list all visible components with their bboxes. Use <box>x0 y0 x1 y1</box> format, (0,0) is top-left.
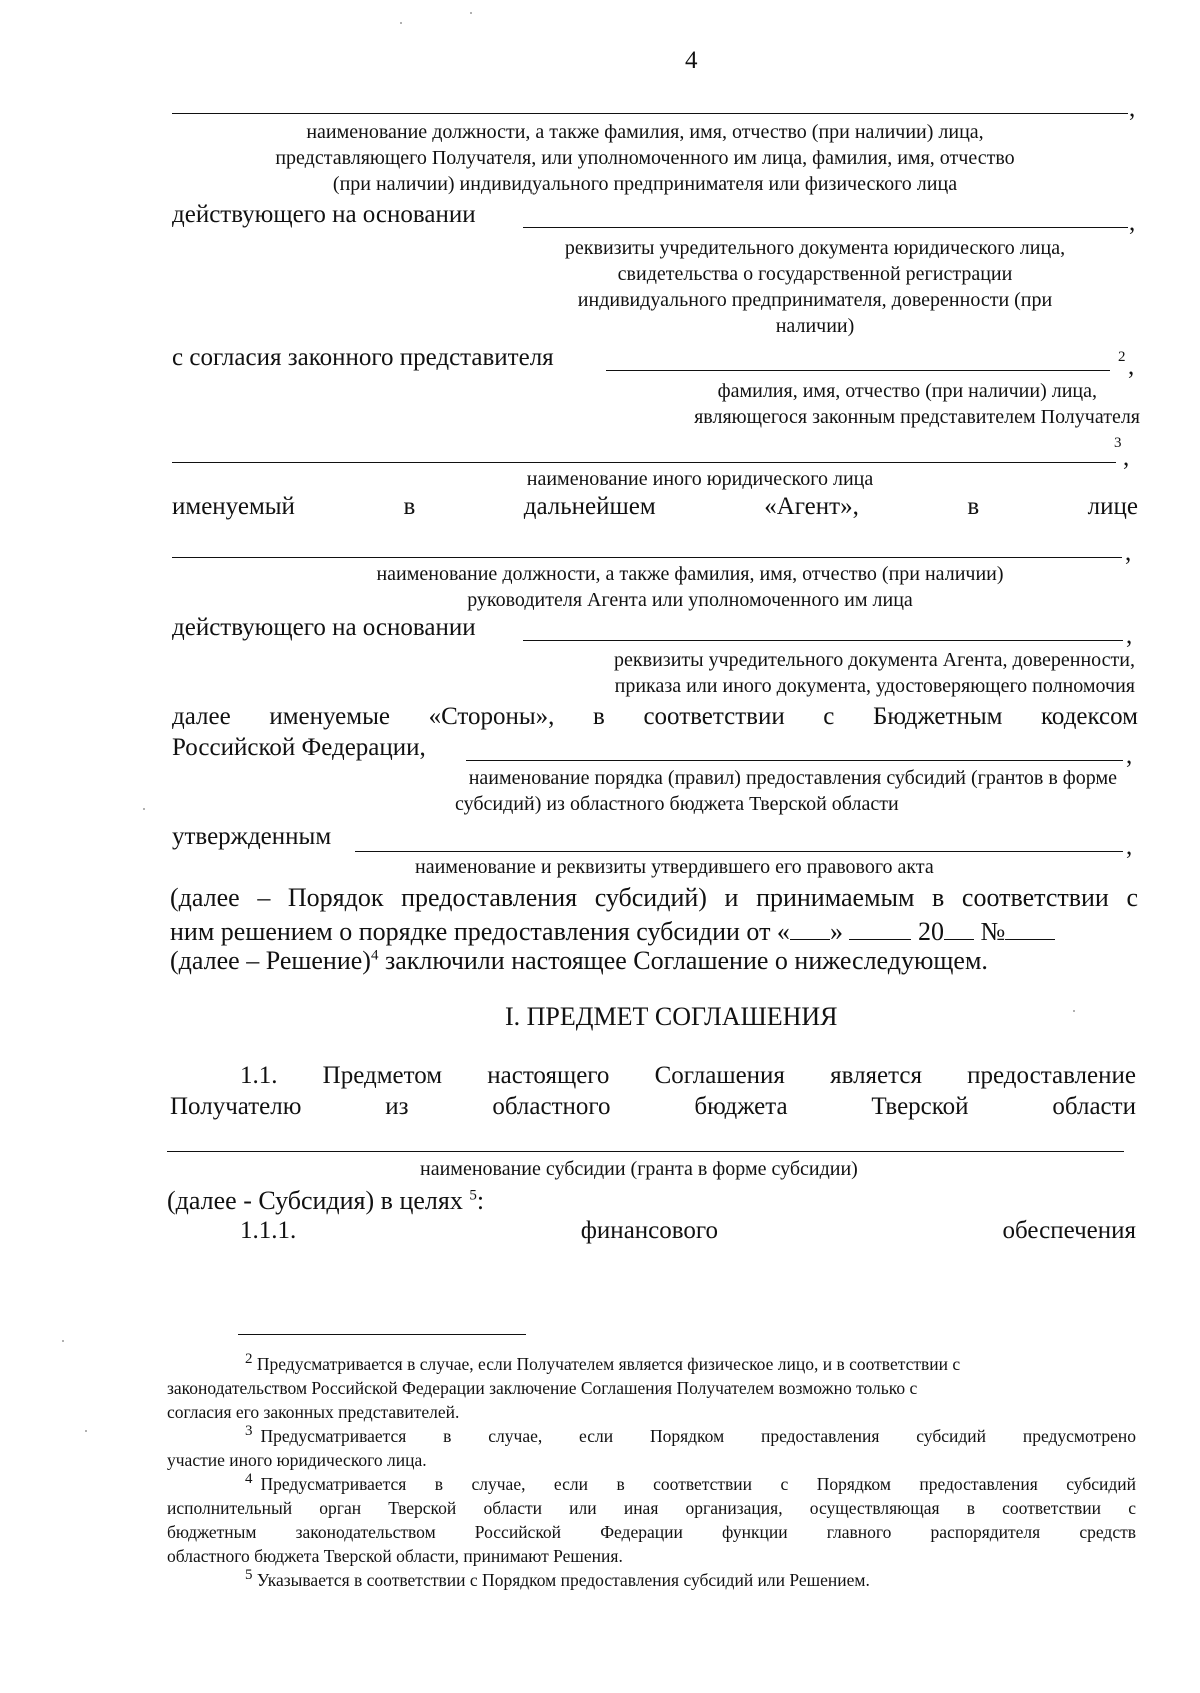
caption-line: представляющего Получателя, или уполномоченного им лица, фамилия, имя, отчество <box>275 147 1015 169</box>
footnote-5 <box>167 1568 1136 1592</box>
approved-line <box>355 851 1123 852</box>
subject-line-1 <box>240 1061 1136 1091</box>
signature-line <box>172 113 1128 114</box>
word: принимаемым <box>756 883 915 912</box>
comma: , <box>1126 742 1133 769</box>
scan-speck <box>62 1340 64 1342</box>
word: соответствии <box>643 703 785 730</box>
footnote-line: областного бюджета Тверской области, принимают Решения. <box>167 1546 623 1566</box>
footnote-4 <box>167 1472 1136 1568</box>
footnote-mark: 2 <box>1118 349 1126 365</box>
word: с <box>823 703 835 730</box>
caption-line: приказа или иного документа, удостоверяющего полномочия <box>614 675 1135 697</box>
decision-text: ним решением о порядке предоставления субсидии от « <box>170 917 790 946</box>
word: настоящего <box>487 1062 610 1089</box>
word: далее <box>172 703 231 730</box>
word: Тверской <box>871 1093 969 1120</box>
scan-speck <box>1073 1010 1075 1012</box>
scan-speck <box>85 1430 87 1432</box>
comma: , <box>1125 539 1132 566</box>
footnote-mark: 3 <box>1114 435 1122 451</box>
footnote-line: участие иного юридического лица. <box>167 1450 427 1470</box>
basis-label: действующего на основании <box>172 201 476 228</box>
agent-head-line <box>172 557 1122 558</box>
representative-line <box>606 370 1110 371</box>
comma: , <box>1126 622 1133 649</box>
word: обеспечения <box>1002 1217 1136 1244</box>
word: (далее <box>170 883 240 912</box>
caption-line: наименование должности, а также фамилия, имя, отчество (при наличии) лица, <box>306 121 984 143</box>
footnote-line: бюджетным законодательством Российской Федерации функции главного распорядителя средств <box>167 1522 1136 1542</box>
word: бюджета <box>694 1093 788 1120</box>
word: «Агент», <box>764 493 859 520</box>
subject-line-4 <box>240 1216 1136 1246</box>
caption-line: наименование порядка (правил) предоставления субсидий (грантов в форме <box>468 767 1117 789</box>
footnote-line: согласия его законных представителей. <box>167 1402 460 1422</box>
word: с <box>1126 883 1138 912</box>
caption-representative-name <box>590 378 1140 430</box>
section-heading: I. ПРЕДМЕТ СОГЛАШЕНИЯ <box>505 1002 838 1031</box>
comma: , <box>1129 95 1136 122</box>
scan-speck <box>143 808 145 810</box>
subject-line-3 <box>167 1186 484 1216</box>
caption-line: свидетельства о государственной регистрации <box>617 263 1013 285</box>
footnote-separator <box>238 1334 526 1335</box>
approved-label: утвержденным <box>172 823 332 850</box>
comma: , <box>1128 353 1135 380</box>
day-blank <box>790 915 830 940</box>
word: субсидий) <box>594 883 707 912</box>
comma: , <box>1126 833 1133 860</box>
caption-other-entity: наименование иного юридического лица <box>526 468 874 490</box>
comma: , <box>1123 444 1130 471</box>
parties-line <box>172 702 1138 732</box>
basis-line <box>523 227 1128 228</box>
footnote-mark: 5 <box>469 1187 477 1204</box>
caption-agent-basis <box>500 647 1135 699</box>
word: области <box>1052 1093 1136 1120</box>
word: в <box>932 883 945 912</box>
number-sign: № <box>980 917 1006 946</box>
decision-line-1 <box>170 883 1138 913</box>
representative-label: с согласия законного представителя <box>172 344 554 371</box>
other-entity-line <box>172 462 1116 463</box>
word: Соглашения <box>654 1062 785 1089</box>
footnote-line: исполнительный орган Тверской области или иная организация, осуществляющая в соответствии с <box>167 1498 1136 1518</box>
word: 1.1. <box>240 1062 278 1089</box>
footnote-2 <box>167 1352 1136 1424</box>
procedure-line <box>466 760 1123 761</box>
caption-line: руководителя Агента или уполномоченного им лица <box>467 589 913 611</box>
footnote-line: Предусматривается в случае, если Порядком предоставления субсидий предусмотрено <box>260 1426 1136 1446</box>
word: – <box>257 883 271 912</box>
comma: , <box>1129 209 1136 236</box>
word: в <box>593 703 605 730</box>
footnote-line: законодательством Российской Федерации заключение Соглашения Получателем возможно только с <box>167 1378 918 1398</box>
footnote-mark: 5 <box>245 1567 253 1584</box>
basis-label: действующего на основании <box>172 614 476 641</box>
word: лице <box>1087 493 1138 520</box>
word: Бюджетным <box>873 703 1003 730</box>
footnote-line: Указывается в соответствии с Порядком предоставления субсидий или Решением. <box>256 1570 870 1590</box>
caption-line: реквизиты учредительного документа Агента, доверенности, <box>614 649 1135 671</box>
footnotes <box>167 1352 1136 1592</box>
footnote-mark: 2 <box>245 1351 253 1368</box>
decision-text: заключили настоящее Соглашение о нижеследующем. <box>378 946 988 975</box>
word: именуемые <box>269 703 390 730</box>
caption-line: являющегося законным представителем Получателя <box>694 406 1140 428</box>
page-number: 4 <box>685 47 698 74</box>
word: является <box>830 1062 922 1089</box>
word: в <box>967 493 980 520</box>
caption-line: реквизиты учредительного документа юридического лица, <box>564 237 1066 259</box>
footnote-mark: 4 <box>245 1471 253 1488</box>
word: в <box>403 493 416 520</box>
caption-line: субсидий) из областного бюджета Тверской области <box>455 793 899 815</box>
caption-approved: наименование и реквизиты утвердившего его правового акта <box>415 856 934 878</box>
word: Получателю <box>170 1093 302 1120</box>
subject-text: : <box>476 1186 485 1215</box>
year-blank <box>944 915 974 940</box>
quote: » <box>829 917 843 946</box>
caption-subsidy: наименование субсидии (гранта в форме субсидии) <box>420 1158 858 1180</box>
word: 1.1.1. <box>240 1217 297 1244</box>
year-prefix: 20 <box>917 917 944 946</box>
footnote-line: Предусматривается в случае, если Получателем является физическое лицо, и в соответствии с <box>256 1354 961 1374</box>
caption-representative <box>170 119 1120 197</box>
word: финансового <box>580 1217 719 1244</box>
caption-line: (при наличии) индивидуального предпринимателя или физического лица <box>332 173 958 195</box>
subject-text: (далее - Субсидия) в целях <box>167 1186 470 1215</box>
parties-line-2: Российской Федерации, <box>172 734 426 761</box>
decision-text: (далее – Решение) <box>170 946 371 975</box>
word: предоставления <box>401 883 578 912</box>
word: и <box>724 883 739 912</box>
word: кодексом <box>1041 703 1138 730</box>
caption-line: индивидуального предпринимателя, доверенности (при <box>577 289 1053 311</box>
subsidy-name-line <box>167 1151 1124 1152</box>
word: соответствии <box>961 883 1109 912</box>
caption-procedure <box>320 765 1120 817</box>
decision-line-3 <box>170 946 988 976</box>
basis-line <box>523 640 1123 641</box>
word: Порядок <box>287 883 384 912</box>
footnote-3 <box>167 1424 1136 1472</box>
caption-agent-head <box>290 561 1090 613</box>
month-blank <box>849 915 911 940</box>
agent-line <box>172 492 1138 522</box>
word: дальнейшем <box>523 493 656 520</box>
scan-speck <box>470 12 472 14</box>
word: областного <box>492 1093 611 1120</box>
word: из <box>385 1093 409 1120</box>
number-blank <box>1005 915 1055 940</box>
caption-basis <box>505 235 1125 339</box>
caption-line: наличии) <box>775 315 855 337</box>
word: «Стороны», <box>428 703 555 730</box>
scan-speck <box>400 22 402 24</box>
footnote-mark: 3 <box>245 1423 253 1440</box>
footnote-mark: 4 <box>370 947 379 964</box>
word: именуемый <box>172 493 295 520</box>
subject-line-2 <box>170 1092 1136 1122</box>
caption-line: фамилия, имя, отчество (при наличии) лица, <box>717 380 1097 402</box>
word: Предметом <box>322 1062 443 1089</box>
decision-line-2 <box>170 915 1055 947</box>
caption-line: наименование должности, а также фамилия, имя, отчество (при наличии) <box>376 563 1004 585</box>
footnote-line: Предусматривается в случае, если в соответствии с Порядком предоставления субсидий <box>260 1474 1136 1494</box>
word: предоставление <box>967 1062 1136 1089</box>
